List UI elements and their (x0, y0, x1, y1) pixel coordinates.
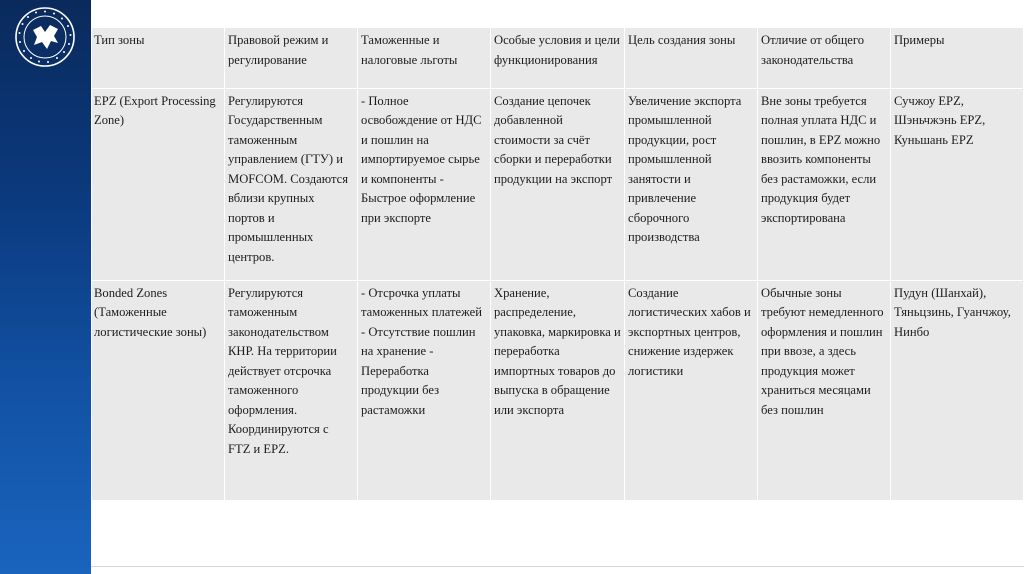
table-cell: Сучжоу EPZ, Шэньчжэнь EPZ, Куньшань EPZ (891, 88, 1024, 280)
table-cell: Регулируются Государственным таможенным управлением (ГТУ) и MOFCOM. Создаются вблизи крупных портов и промышленных центров. (225, 88, 358, 280)
table-cell: Регулируются таможенным законодательством КНР. На территории действует отсрочка таможенного оформления. Координируются с FTZ и EPZ. (225, 280, 358, 500)
header-cell-zone-type: Тип зоны (92, 28, 225, 89)
table-cell: Хранение, распределение, упаковка, маркировка и переработка импортных товаров до выпуска в обращение или экспорта (491, 280, 625, 500)
slide-header-strip (91, 0, 1024, 12)
header-cell-difference: Отличие от общего законодательства (758, 28, 891, 89)
table-cell: Пудун (Шанхай), Тяньцзинь, Гуанчжоу, Нинбо (891, 280, 1024, 500)
table-cell: EPZ (Export Processing Zone) (92, 88, 225, 280)
header-cell-legal-regime: Правовой режим и регулирование (225, 28, 358, 89)
university-emblem-icon (14, 6, 76, 68)
table-cell: Создание цепочек добавленной стоимости за счёт сборки и переработки продукции на экспорт (491, 88, 625, 280)
table-cell: Создание логистических хабов и экспортных центров, снижение издержек логистики (625, 280, 758, 500)
header-cell-examples: Примеры (891, 28, 1024, 89)
table-cell: Увеличение экспорта промышленной продукции, рост промышленной занятости и привлечение сборочного производства (625, 88, 758, 280)
table-cell: Вне зоны требуется полная уплата НДС и пошлин, в EPZ можно ввозить компоненты без растаможки, если продукция будет экспортирована (758, 88, 891, 280)
header-cell-benefits: Таможенные и налоговые льготы (358, 28, 491, 89)
comparison-table (91, 27, 1023, 501)
table-cell: Bonded Zones (Таможенные логистические зоны) (92, 280, 225, 500)
table-row (92, 280, 1024, 500)
header-cell-conditions: Особые условия и цели функционирования (491, 28, 625, 89)
table-row (92, 88, 1024, 280)
sidebar-band (0, 0, 91, 574)
table-header-row (92, 28, 1024, 89)
table-cell: - Полное освобождение от НДС и пошлин на импортируемое сырье и компоненты - Быстрое оформление при экспорте (358, 88, 491, 280)
header-cell-purpose: Цель создания зоны (625, 28, 758, 89)
table-cell: Обычные зоны требуют немедленного оформления и пошлин при ввозе, а здесь продукция может храниться месяцами без пошлин (758, 280, 891, 500)
slide-bottom-divider (91, 566, 1024, 567)
table-cell: - Отсрочка уплаты таможенных платежей - Отсутствие пошлин на хранение - Переработка продукции без растаможки (358, 280, 491, 500)
